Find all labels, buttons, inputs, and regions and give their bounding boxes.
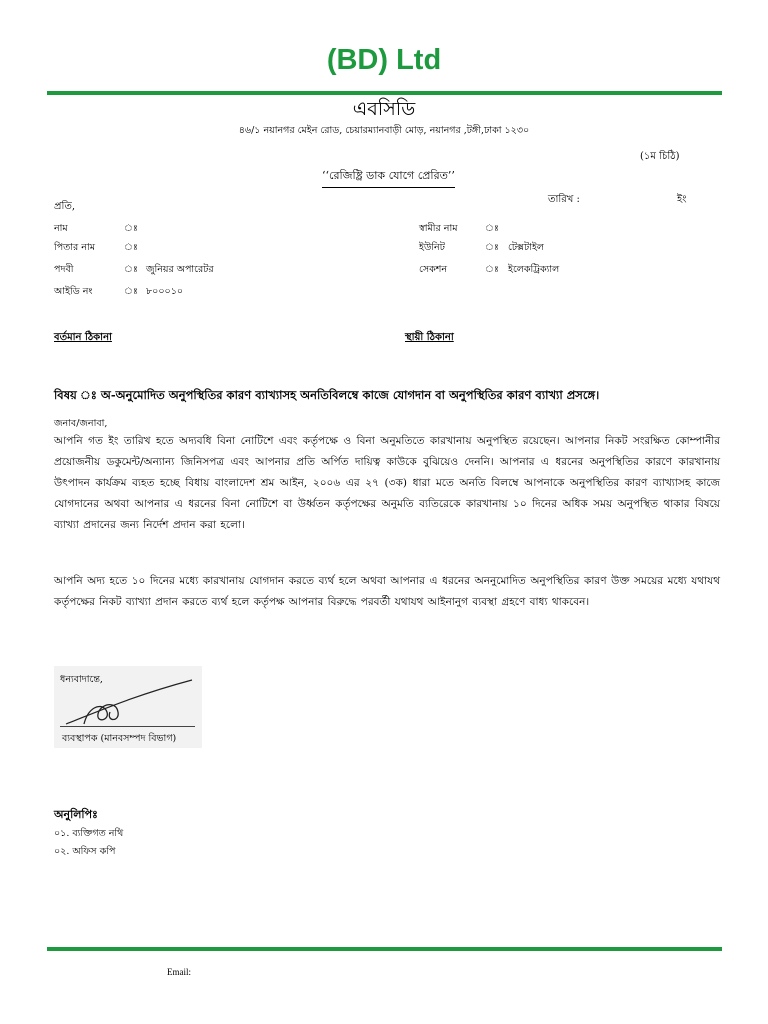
salutation: জনাব/জনাবা, (54, 418, 108, 429)
permanent-address-label: স্থায়ী ঠিকানা (405, 332, 454, 343)
field-label-section: সেকশন (419, 264, 448, 275)
field-label-designation: পদবী (54, 264, 74, 275)
field-colon: ঃ (124, 264, 138, 275)
field-value-designation: জুনিয়র অপারেটর (146, 264, 214, 275)
field-label-id: আইডি নং (54, 286, 93, 297)
body-paragraph-1: আপনি গত ইং তারিখ হতে অদ্যবধি বিনা নোটিশে এবং কর্তৃপক্ষে ও বিনা অনুমতিতে কারখানায় অনুপস্থিত রয়েছেন। আপনার নিকট সংরক্ষিত কোম্পানীর প্রয়োজনীয় ডকুমেন্ট/অন্যান্য জিনিসপত্র এবং আপনার প্রতি অর্পিত দায়িত্ব কাউকে বুঝিয়েও দেননি। আপনার এ ধরনের অনুপস্থিতির কারণে কারখানায় উৎপাদন কার্যক্রম ব্যহত হচ্ছে বিধায় বাংলাদেশ শ্রম আইন, ২০০৬ এর ২৭ (৩ক) ধারা মতে অনতি বিলম্বে আপনাকে অনুপস্থিতির কারণ ব্যাখ্যাসহ কাজে যোগদানের অথবা আপনার এ ধরনের বিনা নোটিশে বা উর্ধ্বতন কর্তৃপক্ষের অনুমতি ব্যতিরেকে কারখানায় ১০ দিনের অধিক সময় অনুপস্থিত থাকার বিষয়ে ব্যাখ্যা প্রদানের জন্য নির্দেশ প্রদান করা হলো। (54, 435, 720, 531)
field-colon: ঃ (124, 242, 138, 253)
present-address-label: বর্তমান ঠিকানা (54, 332, 112, 343)
closing-thanks: ধন্যবাদান্তে, (60, 674, 103, 685)
field-label-name: নাম (54, 223, 68, 234)
manager-title: ব্যবস্থাপক (মানবসম্পদ বিভাগ) (62, 733, 177, 744)
field-value-id: ৮০০০১০ (146, 286, 184, 297)
field-label-father-name: পিতার নাম (54, 242, 95, 253)
recipient-to: প্রতি, (54, 201, 76, 212)
field-label-husband-name: স্বামীর নাম (419, 223, 458, 234)
footer-rule (47, 947, 722, 951)
field-colon: ঃ (124, 286, 138, 297)
signature-mark (62, 678, 197, 728)
registry-note: ‘‘রেজিষ্ট্রি ডাক যোগে প্রেরিত’’ (322, 167, 455, 188)
signature-line (60, 726, 195, 727)
company-name: (BD) Ltd (326, 44, 442, 76)
copy-list-title: অনুলিপিঃ (54, 808, 98, 821)
field-colon: ঃ (485, 223, 499, 234)
letter-subject: বিষয় ঃ অ-অনুমোদিত অনুপস্থিতির কারণ ব্যাখ্যাসহ অনতিবিলম্বে কাজে যোগদান বা অনুপস্থিতির কারণ ব্যাখ্যা প্রসঙ্গে। (54, 388, 600, 402)
date-label: তারিখ : (548, 194, 580, 205)
body-paragraph-2: আপনি অদ্য হতে ১০ দিনের মধ্যে কারখানায় যোগদান করতে ব্যর্থ হলে অথবা আপনার এ ধরনের অননুমোদিত অনুপস্থিতির কারণ উক্ত সময়ের মধ্যে যথাযথ কর্তৃপক্ষের নিকট ব্যাখ্যা প্রদান করতে ব্যর্থ হলে কর্তৃপক্ষ আপনার বিরুদ্ধে পরবর্তী যথাযথ আইনানুগ ব্যবস্থা গ্রহণে বাধ্য থাকবেন। (54, 575, 720, 608)
field-value-section: ইলেকট্রিক্যাল (508, 264, 560, 275)
date-unit: ইং (677, 194, 687, 205)
company-address: ৪৬/১ নয়ানগর মেইন রোড, চেয়ারম্যানবাড়ী মোড়, নয়ানগর ,টঙ্গী,ঢাকা ১২৩০ (238, 125, 530, 136)
copy-list-item: ০২. অফিস কপি (54, 846, 116, 857)
field-colon: ঃ (124, 223, 138, 234)
copy-list-item: ০১. ব্যক্তিগত নথি (54, 828, 124, 839)
field-value-unit: টেক্সটাইল (508, 242, 544, 253)
field-colon: ঃ (485, 264, 499, 275)
field-colon: ঃ (485, 242, 499, 253)
brand-name-bangla: এবসিডি (352, 98, 416, 120)
footer-email-label: Email: (167, 967, 191, 977)
letter-number: (১ম চিঠি) (640, 151, 680, 162)
field-label-unit: ইউনিট (419, 242, 445, 253)
